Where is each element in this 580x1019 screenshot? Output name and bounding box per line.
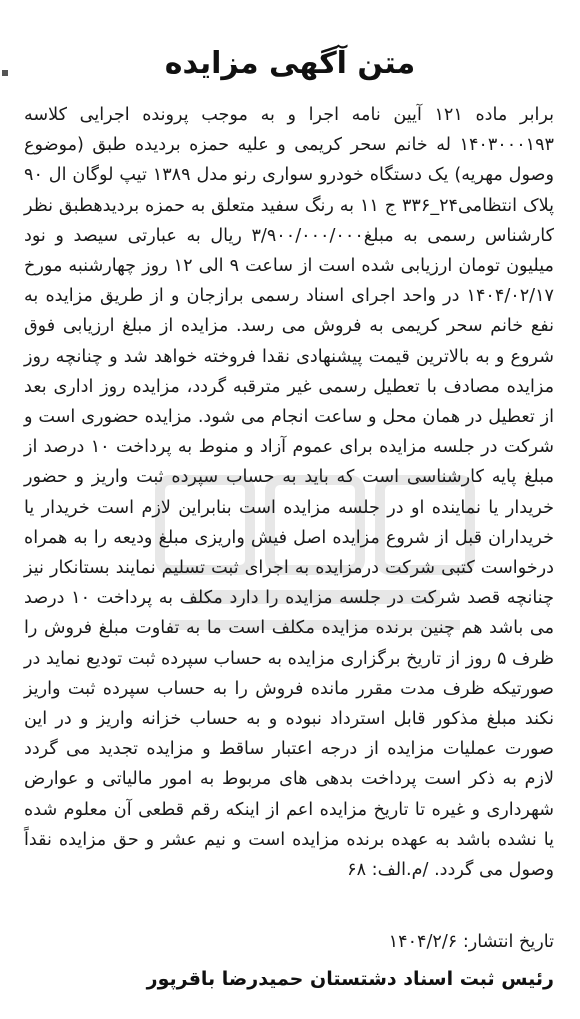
publish-date: تاریخ انتشار: ۱۴۰۴/۲/۶: [388, 932, 554, 952]
notice-title: متن آگهی مزایده: [164, 46, 416, 81]
notice-body: برابر ماده ۱۲۱ آیین نامه اجرا و به موجب پرونده اجرایی کلاسه ۱۴۰۳۰۰۰۱۹۳ له خانم سحر کریمی و علیه حمزه بردیده طبق (موضوع وصول مهریه) یک دستگاه خودرو سواری رنو مدل ۱۳۸۹ تیپ لوگان ال ۹۰ پلاک انتظامی۲۴_۳۳۶ ج ۱۱ به رنگ سفید متعلق به حمزه بردیدهطبق نظر کارشناس رسمی به مبلغ۳/۹۰۰/۰۰۰/۰۰۰ ریال به عبارتی سیصد و نود میلیون تومان ارزیابی شده است از ساعت ۹ الی ۱۲ روز چهارشنبه مورخ ۱۴۰۴/۰۲/۱۷ در واحد اجرای اسناد رسمی برازجان و از طریق مزایده به نفع خانم سحر کریمی به فروش می رسد. مزایده از مبلغ ارزیابی فوق شروع و به بالاترین قیمت پیشنهادی نقدا فروخته خواهد شد و چنانچه روز مزایده مصادف با تعطیل رسمی غیر مترقبه گردد، مزایده روز اداری بعد از تعطیل در همان محل و ساعت انجام می شود. مزایده حضوری است و شرکت در جلسه مزایده برای عموم آزاد و منوط به پرداخت ۱۰ درصد از مبلغ پایه کارشناسی است که باید به حساب سپرده ثبت واریز و حضور خریدار یا نماینده او در جلسه مزایده است بنابراین لازم است خریدار یا خریداران قبل از شروع مزایده اصل فیش واریزی مبلغ ودیعه را به همراه درخواست کتبی شرکت درمزایده به اجرای ثبت تسلیم نمایند بستانکار نیز چنانچه قصد شرکت در جلسه مزایده را دارد مکلف به پرداخت ۱۰ درصد می باشد هم چنین برنده مزایده مکلف است ما به تفاوت مبلغ فروش را ظرف ۵ روز از تاریخ برگزاری مزایده به حساب سپرده ثبت تودیع نماید در صورتیکه ظرف مدت مقرر مانده فروش را به حساب سپرده ثبت واریز نکند مبلغ مذکور قابل استرداد نبوده و به حساب خزانه واریز و در این صورت عملیات مزایده از درجه اعتبار ساقط و مزایده تجدید می گردد لازم به ذکر است پرداخت بدهی های مربوط به امور مالیاتی و عوارض شهرداری و غیره تا تاریخ مزایده اعم از اینکه رقم قطعی آن معلوم شده یا نشده باشد به عهده برنده مزایده است و نیم عشر و حق مزایده نقداً وصول می گردد. /م.الف: ۶۸: [24, 105, 555, 881]
signature-line: رئیس ثبت اسناد دشتستان حمیدرضا باقرپور: [146, 968, 554, 990]
